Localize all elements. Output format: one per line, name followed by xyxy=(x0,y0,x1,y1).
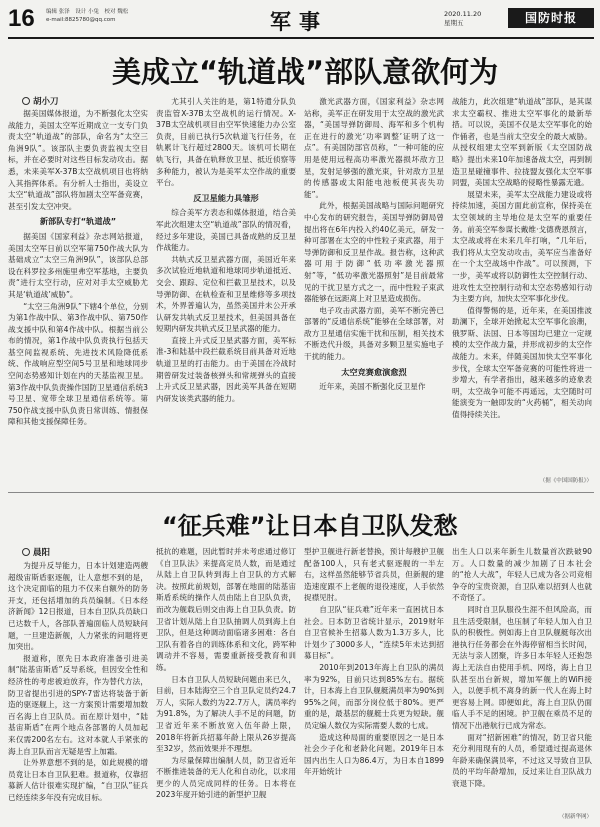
article1-source: （据《中国国防报》） xyxy=(539,478,592,484)
header-rule xyxy=(8,37,594,39)
paragraph: 据美国《国家利益》杂志网站报道，美国太空军日前以空军第750作战大队为基础成立“太空三角洲9队”，该部队总部设在科罗拉多州施里弗空军基地，主要负责“进行太空行动，应对对手太空威胁尤其是‘轨道战’威胁”。 xyxy=(8,231,148,299)
issue-date xyxy=(444,10,481,28)
article2-column2 xyxy=(156,546,296,822)
email-line: e-mail:8825780@qq.com xyxy=(46,17,116,23)
paragraph: 此外，根据美国战略与国际问题研究中心发布的研究报告，美国导弹防御局曾提出将在6年内投入约40亿美元，研发一种可部署在太空的中性粒子束武器，用于导弹防御和反卫星作战。报告称，这种武器可用于防御“低功率激光器照射”等，“低功率激光器照射”是目前最常见的干扰卫星方式之一，而中性粒子束武器能够在远距离上对卫星造成损伤。 xyxy=(304,201,444,304)
article1-byline xyxy=(22,95,59,107)
byline-icon xyxy=(22,97,30,105)
paragraph: 值得警惕的是，近年来，在美国推波助澜下，全球开始掀起太空军事化浪潮，俄罗斯、法国、日本等国均已建立一定规模的太空作战力量，并形成初步的太空作战能力。未来，伴随美国加快太空军事化步伐，全球太空军备竞赛的可能性将进一步增大，有学者指出，越来越多的迹象表明，太空战争可能不再遥远，太空随时可能演变为一触即发的“火药桶”，相关动向值得持续关注。 xyxy=(452,305,592,420)
paragraph: 近年来，美国不断强化反卫星作 xyxy=(319,382,426,392)
article-divider xyxy=(8,492,594,493)
subheading: 太空竞赛愈演愈烈 xyxy=(341,366,407,377)
paragraph: 让外界意想不到的是，如此规模的增员竟让日本自卫队犯难。报道称，仅靠招募新人估计很难实现扩编，“自卫队”征兵已经连续多年没有完成目标。 xyxy=(8,758,148,802)
page-number: 16 xyxy=(8,5,35,32)
paragraph: 战能力，此次组建“轨道战”部队，是其谋求太空霸权、推进太空军事化的最新举措。可以说，美国不仅是太空军事化的始作俑者，也是当前太空安全的最大威胁。从授权组建太空军到新版《太空国防战略》提出未来10年加速备战太空，再到制造卫星碰撞事件、拉拢盟友强化太空军事同盟，美国太空战略的侵略性暴露无遗。 xyxy=(452,97,592,188)
paragraph: 为提升反导能力，日本计划建造两艘超级宙斯盾驱逐舰，让人意想不到的是，这个决定面临的阻力不仅来自额外的防务开支，还包括增加的兵员编制。《日本经济新闻》12日报道，日本自卫队兵员缺口已达数千人，各部队普遍面临人员短缺问题，一旦建造新舰，人力紧张的问题将更加突出。 xyxy=(8,561,148,652)
paragraph: 日本自卫队人员短缺问题由来已久，目前，日本陆海空三个自卫队定员约24.7万人，实际人数约为22.7万人，满员率约为91.8%，为了解决人手不足的问题，防卫省近年来不断放宽入伍年龄上限，2018年将新兵招募年龄上限从26岁提高至32岁，然而效果并不理想。 xyxy=(156,674,296,754)
article2-column1 xyxy=(8,560,148,822)
date-text: 2020.11.20 xyxy=(444,10,482,18)
subheading: 新部队专打“轨道战” xyxy=(39,216,117,227)
newspaper-logo: 国防时报 xyxy=(508,8,594,28)
paragraph: 共轨式反卫星武器方面，美国近年来多次试验近地轨道和地球同步轨道抵近、交会、跟踪、定位和拦截卫星技术，以及导弹防御、在轨检查和卫星维修等多项技术，外界普遍认为，虽然美国并未公开承认研发共轨式反卫星技术，但美国具备在短期内研发共轨式反卫星武器的能力。 xyxy=(156,254,296,334)
paragraph: 报道称，原先日本政府准备引进美制“陆基宙斯盾”反导系统，但因安全性和经济性的考虑被迫放弃，作为替代方法，防卫省提出引进的SPY-7雷达将装备于新造的驱逐舰上，这一方案预计需要增加数百名海上自卫队员。而在原计划中，“陆基宙斯盾”在两个地点各部署的人员加起来仅需200名左右。这对本就人手紧张的海上自卫队而言无疑是雪上加霜。 xyxy=(8,653,148,756)
byline-icon xyxy=(22,548,30,556)
weekday-text: 星期五 xyxy=(444,19,464,27)
page-header xyxy=(0,0,600,40)
subheading: 反卫星能力具雏形 xyxy=(193,192,259,203)
paragraph: “太空三角洲9队”下辖4个单位，分别为第1作战中队、第3作战中队、第750作战支援中队和第4作战中队。根据当前公布的情况，第1作战中队负责执行包括天基空间监视系统、先进技术风险降低系统、作战响应型空间5号卫星和地球同步空间态势感知计划在内的天基监视卫星。第3作战中队负责操作国防卫星通信系统3号卫星、宽带全球卫星通信系统等。第750作战支援中队负责日常训练、情报保障和其他支援保障任务。 xyxy=(8,301,148,427)
article2-author: 晨阳 xyxy=(33,548,51,558)
editor-line: 编辑 张泽 设计 小兔 校对 魏松 xyxy=(46,9,129,15)
article2-column4 xyxy=(452,546,592,812)
paragraph: 出生人口以来年新生儿数量首次跌破90万。人口数量的减少加剧了日本社会的“抢人大战”，年轻人已成为各公司竞相争夺的宝贵资源，自卫队难以招到人也就不奇怪了。 xyxy=(452,547,592,603)
paragraph: 电子攻击武器方面，美军不断完善已部署的“反通信系统”能够在全球部署，对敌方卫星通信实施干扰和压制，相关技术不断迭代升级，具备对多颗卫星实施电子干扰的能力。 xyxy=(304,305,444,362)
article1-author: 胡小刀 xyxy=(33,97,59,107)
paragraph: 综合美军方表态和媒体报道，结合美军此次组建太空“轨道战”部队的情况看，经过多年建设，美国已具备成熟的反卫星作战能力。 xyxy=(156,208,296,253)
paragraph: 造成这种局面的重要原因之一是日本社会少子化和老龄化问题。2019年日本国内出生人口为86.4万，为日本自1899年开始统计 xyxy=(304,732,444,777)
article1-headline: 美成立“轨道战”部队意欲何为 xyxy=(112,55,499,89)
paragraph: 自卫队“征兵难”近年来一直困扰日本社会。日本防卫省统计显示，2019财年自卫官候补生招募人数为1.3万多人，比计划少了3000多人，“连续5年未达到招募目标”。 xyxy=(304,604,444,661)
paragraph: 尤其引人关注的是，第1特遣分队负责监管X-37B太空战机的运行情况。X-37B太空战机项目由空军快速能力办公室负责，目前已执行5次轨道飞行任务，在轨累计飞行超过2800天。该机可长期在轨飞行，具备在轨释放卫星、抵近侦察等多种能力，被认为是美军太空作战的重要平台。 xyxy=(156,97,296,188)
paragraph: 同时自卫队服役生涯不但风险高，而且生活受限制，也压制了年轻人加入自卫队的积极性。例如海上自卫队舰艇每次出港执行任务都会在外海停留相当长时间，无法与亲人团聚，许多日本年轻人还抱怨海上无法自由使用手机、网络，海上自卫队甚至出台新规，增加军舰上的WiFi接入，以便手机不离身的新一代人在海上时更容易上网。即便如此，海上自卫队仍面临人手不足的困境。护卫舰在乘员不足的情况下出港航行已成为常态。 xyxy=(452,604,592,730)
article2-source: （据新华网） xyxy=(558,814,592,820)
editor-info xyxy=(46,8,128,24)
section-title: 军事 xyxy=(270,9,328,34)
paragraph: 型护卫舰进行新老替换，预计每艘护卫舰配备100人，只有老式驱逐舰的一半左右，这样虽然能够节省兵员，但新舰的建造速度跟不上老舰的退役速度，人手依然捉襟见肘。 xyxy=(304,547,444,603)
article1-column3 xyxy=(304,96,444,488)
paragraph: 激光武器方面，《国家利益》杂志网站称，美军正在研发用于太空战的激光武器，“美国导弹防御局、海军和多个机构正在进行的激光‘功率调整’证明了这一点”。有美国防部官员称，“一种可能的应用是使用远程高功率激光器损坏敌方卫星，发射足够强的激光束，针对敌方卫星的传感器或太阳能电池板使其丧失功能”。 xyxy=(304,97,444,199)
paragraph: 直接上升式反卫星武器方面，美军标准-3和陆基中段拦截系统目前具备对近地轨道卫星的打击能力。由于美国在冷战时期曾研发过装备核弹头和常规弹头的直接上升式反卫星武器，因此美军具备在短期内研发该类武器的能力。 xyxy=(156,335,296,403)
article1-column4 xyxy=(452,96,592,476)
paragraph: 抵抗的难题，因此暂时并未考虑通过修订《自卫队法》来提高定员人数，而是通过从陆上自卫队转到海上自卫队的方式解决。按照此前规划，部署在地面的陆基宙斯盾系统的操作人员由陆上自卫队负责，而改为舰载后则交由海上自卫队负责。防卫省计划从陆上自卫队抽调人员到海上自卫队，但是这种调动面临诸多困难：各自卫队有着各自的训练体系和文化，跨军种调动并不容易，需要重新接受教育和训练。 xyxy=(156,547,296,672)
article1-column1 xyxy=(8,108,148,488)
paragraph: 2010年到2013年海上自卫队的满员率为92%，目前只达到85%左右。据统计，日本海上自卫队舰艇满员率为90%到95%之间，而部分岗位低于80%。更严重的是，最基层的舰艇士兵更为短缺。舰员定编人数仅为实际需要人数的七成。 xyxy=(304,662,444,730)
article2-headline: “征兵难”让日本自卫队发愁 xyxy=(162,512,458,540)
paragraph: 为尽量保障出编制人员，防卫省近年不断推进装备的无人化和自动化，以求用更少的人员完成同样的任务。日本将在2023年度开始引进的新型护卫舰 xyxy=(156,755,296,800)
article1-column2 xyxy=(156,96,296,488)
article2-byline xyxy=(22,546,50,558)
paragraph: 展望未来，美军太空战能力建设或将持续加速，美国方面此前宣称，保持美在太空领域的主导地位是太空军的重要任务。前美空军参谋长戴维·戈德费恩预言，太空战或将在未来几年打响，“几年后，我们将从太空发动攻击，美军应当准备好在一个太空战场中作战”。可以预测，下一步，美军或将以防御性太空控制行动、进攻性太空控制行动和太空态势感知行动为主要方向，加快太空军事化步伐。 xyxy=(452,189,592,304)
paragraph: 据美国媒体报道，为不断强化太空实战能力，美国太空军近期成立一支专门负责太空“轨道战”的部队，命名为“太空三角洲9队”。该部队主要负责监视太空目标，并在必要时对这些目标发动攻击。据悉，未来美军X-37B太空战机项目也将纳入其指挥体系。有分析人士指出，美设立太空“轨道战”部队将加剧太空军备竞赛，甚至引发太空冲突。 xyxy=(8,109,148,211)
article2-column3 xyxy=(304,546,444,822)
paragraph: 面对“招新困难”的情况，防卫省只能充分利用现有的人员，希望通过提高退休年龄来确保满员率，不过这又导致自卫队员的平均年龄增加，反过来让自卫队战力衰退下降。 xyxy=(452,732,592,788)
